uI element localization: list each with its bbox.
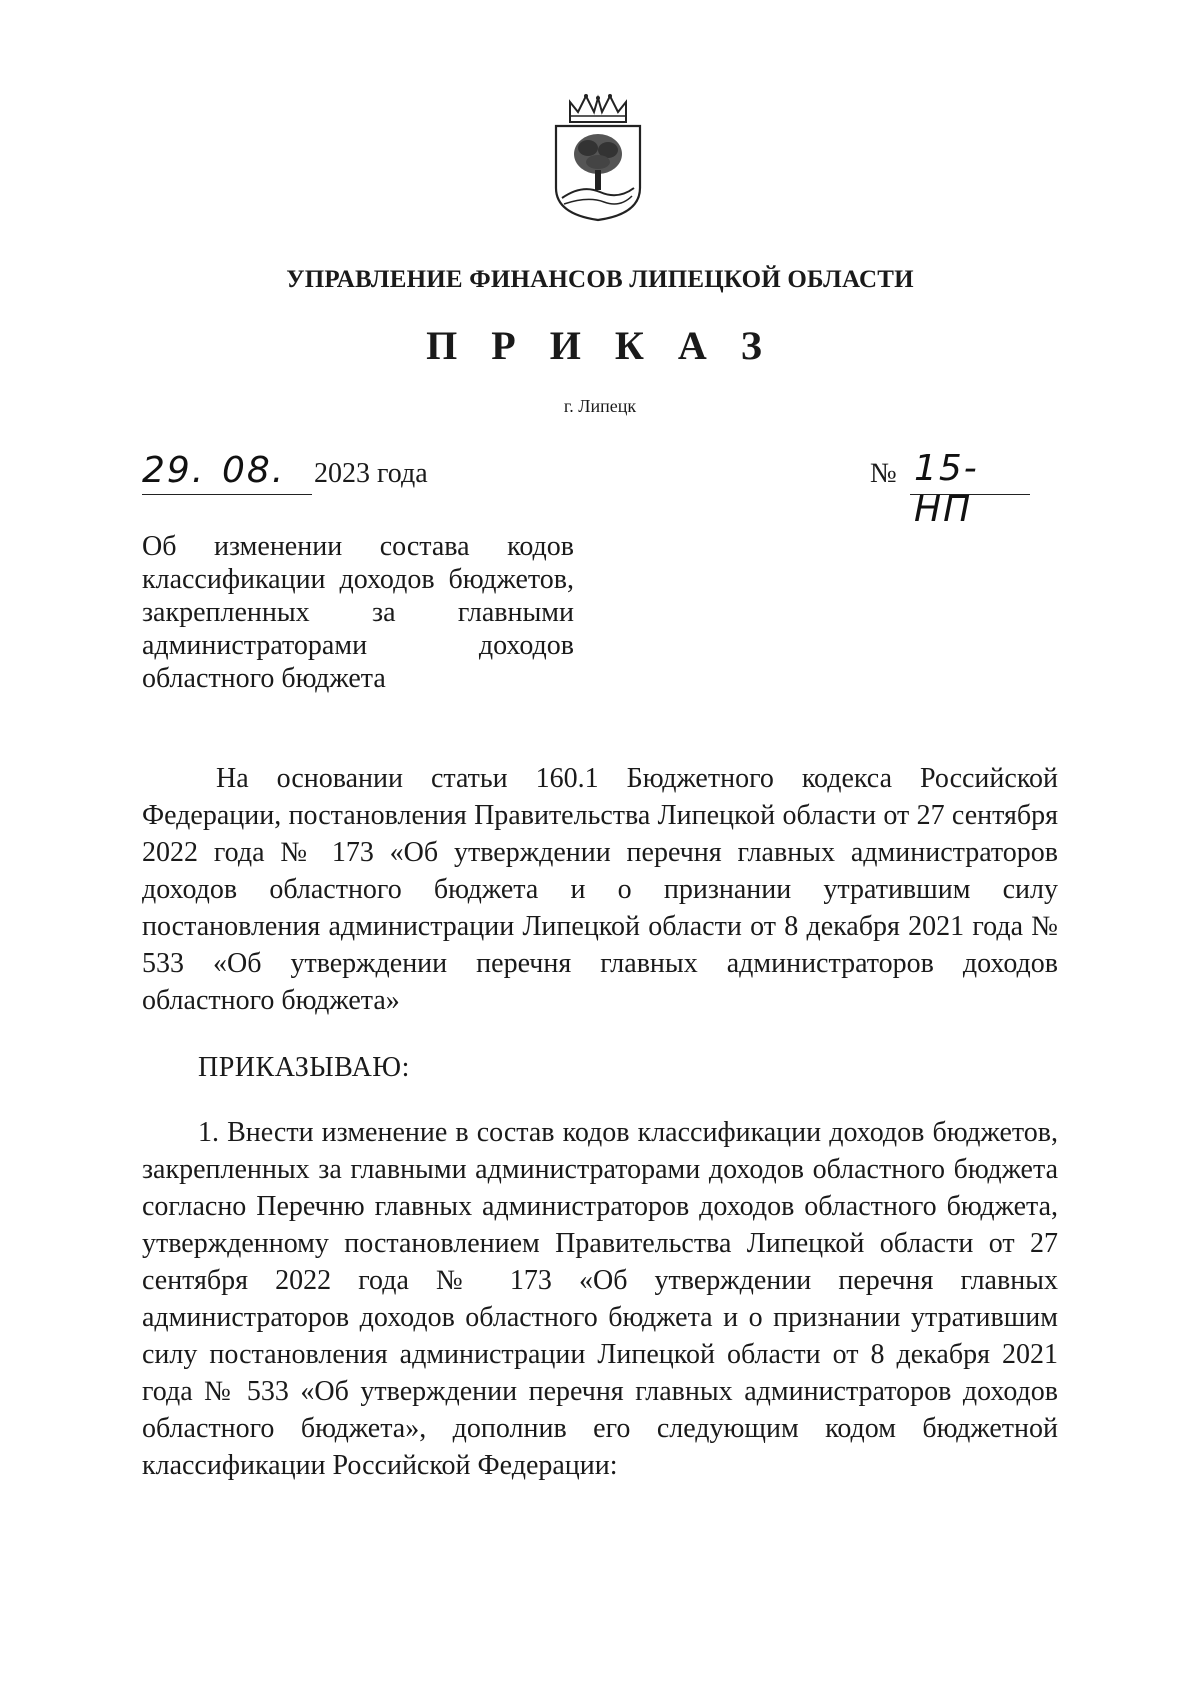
number-value: 15-НП: [914, 448, 979, 530]
number-underline: [910, 494, 1030, 495]
document-subject: [142, 530, 574, 695]
document-number: [870, 448, 1070, 530]
date-month: 08.: [222, 450, 286, 491]
subject-line: Об изменении состава кодов: [142, 531, 574, 562]
document-type: П Р И К А З: [426, 323, 774, 368]
coat-of-arms-icon: [548, 92, 648, 224]
date-year: 2023 года: [314, 458, 428, 489]
number-sign: №: [870, 458, 897, 489]
agency-name: УПРАВЛЕНИЕ ФИНАНСОВ ЛИПЕЦКОЙ ОБЛАСТИ: [286, 266, 914, 293]
date-day: 29.: [142, 450, 206, 491]
city-label: г. Липецк: [563, 396, 637, 416]
subject-line: администраторами доходов: [142, 630, 574, 661]
subject-line: классификации доходов бюджетов,: [142, 564, 574, 595]
date-underline: [142, 494, 312, 495]
subject-line: областного бюджета: [142, 663, 386, 694]
order-item-1: 1. Внести изменение в состав кодов классификации доходов бюджетов, закрепленных за главными администраторами доходов областного бюджета согласно Перечню главных администраторов доходов областного бюджета, утвержденному постановлением Правительства Липецкой области от 27 сентября 2022 года № 173 «Об утверждении перечня главных администраторов доходов областного бюджета и о признании утратившим силу постановления администрации Липецкой области от 8 декабря 2021 года № 533 «Об утверждении перечня главных администраторов доходов областного бюджета», дополнив его следующим кодом бюджетной классификации Российской Федерации:: [142, 1117, 1058, 1481]
preamble-paragraph: На основании статьи 160.1 Бюджетного кодекса Российской Федерации, постановления Правительства Липецкой области от 27 сентября 2022 года № 173 «Об утверждении перечня главных администраторов доходов областного бюджета и о признании утратившим силу постановления администрации Липецкой области от 8 декабря 2021 года № 533 «Об утверждении перечня главных администраторов доходов областного бюджета»: [142, 763, 1058, 1016]
subject-line: закрепленных за главными: [142, 597, 574, 628]
order-heading: ПРИКАЗЫВАЮ:: [198, 1052, 410, 1083]
